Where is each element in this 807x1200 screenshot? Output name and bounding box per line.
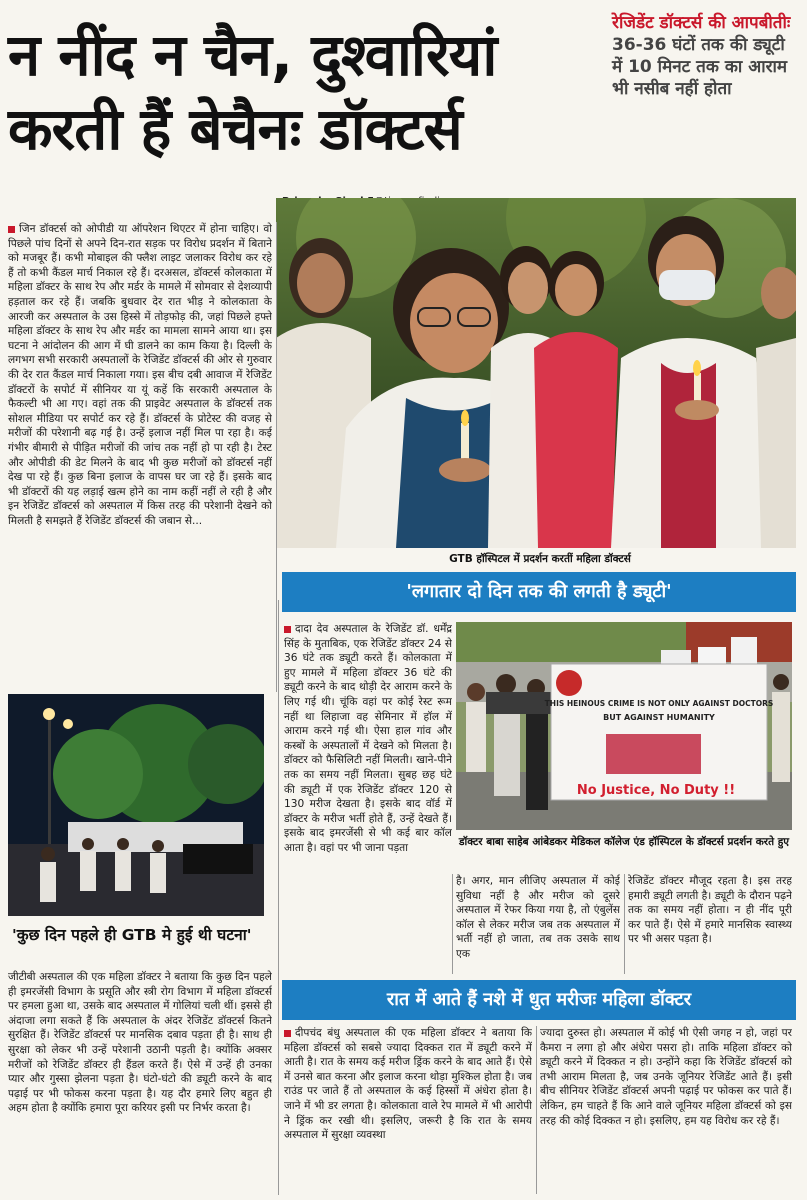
headline-line-1: न नींद न चैन, दुश्वारियां: [8, 21, 497, 89]
section2-col1: [284, 1026, 532, 1194]
section1-col1-text: दादा देव अस्पताल के रेजिडेंट डॉ. धर्मेंद्र सिंह के मुताबिक, एक रेजिडेंट डॉक्टर 24 से 36 घंटे तक ड्यूटी करते हैं। कोलकाता में हुए मामले में महिला डॉक्टर 36 घंटे की ड्यूटी करने के बाद थोड़ी देर आराम करने के लिए गई थी। चूंकि वहां पर कोई रेस्ट रूम नहीं था लिहाजा वह सेमिनार में हॉल में आराम करने गई थी। ऐसा हाल गांव और कस्बों के अस्पतालों में देखने को मिलता है। डॉक्टर को फैसिलिटी नहीं मिलती। खाने-पीने तक का समय नहीं मिलता। सुबह छह घंटे की ड्यूटी में एक रेजिडेंट डॉक्टर 120 से 130 मरीज देखता है। इसके बाद वॉर्ड में डॉक्टर के मरीज भर्ती होते हैं, उन्हें देखते हैं। इसके बाद इमरजेंसी से भी कई बार कॉल आता है। वहां पर भी जाना पड़ता: [284, 623, 452, 854]
gtb-box-title: 'कुछ दिन पहले ही GTB मे हुई थी घटना': [12, 926, 252, 944]
column-divider: [452, 874, 453, 974]
second-photo-caption: डॉक्टर बाबा साहेब आंबेडकर मेडिकल कॉलेज एंड हॉस्पिटल के डॉक्टर्स प्रदर्शन करते हुए: [458, 836, 790, 848]
column-divider: [276, 222, 277, 692]
night-march-illustration: [8, 694, 264, 916]
section2-title-bar: [282, 980, 796, 1020]
logo-icon: [556, 670, 582, 696]
section2-col2: ज्यादा दुरुस्त हो। अस्पताल में कोई भी ऐसी जगह न हो, जहां पर कैमरा न लगा हो और अंधेरा पसरा हो। ताकि महिला डॉक्टर को ड्यूटी करने में दिक्कत न हो। उन्होंने कहा कि रेजिडेंट डॉक्टर्स को तभी आराम मिलता है, जब उनके जूनियर रेजिडेंट आते हैं। इसी बीच सीनियर रेजिडेंट डॉक्टर्स अपनी पढ़ाई पर फोकस कर पाते हैं। लेकिन, हम चाहते हैं कि आने वाले जूनियर महिला डॉक्टर्स को इस तरह की कोई दिक्कत न हो। इसलिए, हम यह विरोध कर रहे हैं।: [540, 1027, 792, 1127]
banner-slogan: No Justice, No Duty !!: [576, 783, 736, 798]
section1-title-bar: [282, 572, 796, 612]
gtb-photo: [8, 694, 264, 916]
main-photo: [276, 198, 796, 548]
lead-article: [8, 222, 272, 687]
lead-article-text: जिन डॉक्टर्स को ओपीडी या ऑपरेशन थिएटर में होना चाहिए। वो पिछले पांच दिनों से अपने दिन-रात सड़क पर विरोध प्रदर्शन में बिताने को मजबूर हैं। कभी मोबाइल की फ्लैश लाइट जलाकर विरोध कर रहे हैं तो कभी कैंडल मार्च निकाल रहे हैं। दरअसल, डॉक्टर्स कोलकाता में महिला डॉक्टर के साथ रेप और मर्डर के मामले में सोमवार से देशव्यापी हड़ताल कर रहे हैं। जबकि बुधवार देर रात भीड़ ने कोलकाता के आरजी कर अस्पताल के उस हिस्से में तोड़फोड़ की, जहां पिछले हफ्ते महिला डॉक्टर के साथ रेप और मर्डर का मामला सामने आया था। इस घटना ने आंदोलन की आग में घी डालने का काम किया है। दिल्ली के लगभग सभी सरकारी अस्पतालों के रेजिडेंट डॉक्टर्स की ओर से गुरुवार की देर रात कैंडल मार्च निकाला गया। इस बीच दबी आवाज में रेजिडेंट डॉक्टरों के सपोर्ट में सीनियर या यूं कहें कि सरकारी अस्पताल के फैकल्टी भी आ गए। वहां तक की प्राइवेट अस्पताल के डॉक्टर्स तक सोशल मीडिया पर सपोर्ट कर रहे हैं। डॉक्टर्स के प्रोटेस्ट की वजह से मरीजों की परेशानी बढ़ गई है। उन्हें इलाज नहीं मिल पा रहा है। कई गंभीर बीमारी से पीड़ित मरीजों की जांच तक नहीं हो पा रही है। टेस्ट और ओपीडी की डेट मिलने के बाद भी कुछ मरीजों को डॉक्टर्स नहीं देख पा रहे हैं। कुछ बिना इलाज के वापस घर जा रहे हैं। इसके बाद भी डॉक्टरों की यह लड़ाई खत्म होने का नाम कहीं नहीं ले रही है और इन रेजिडेंट डॉक्टर्स को अस्पताल में किस तरह की परेशानी देखने को मिलती है समझते हैं रेजिडेंट डॉक्टर्स की जबान से...: [8, 223, 272, 527]
subhead-red: रेजिडेंट डॉक्टर्स की आपबीतीः: [612, 13, 791, 33]
subhead-rest: 36-36 घंटों तक की ड्यूटी में 10 मिनट तक का आराम भी नसीब नहीं होता: [612, 35, 788, 99]
gtb-box-text: जीटीबी अस्पताल की एक महिला डॉक्टर ने बताया कि कुछ दिन पहले ही इमरजेंसी विभाग के प्रसूति और स्त्री रोग विभाग में महिला डॉक्टर्स पर हमला हुआ था, उसके बाद अस्पताल में गोलियां चली थीं। इससे ही अंदाजा लगा सकते हैं कि अस्पताल के अंदर रेजिडेंट डॉक्टर्स कितने सुरक्षित हैं। रेजिडेंट डॉक्टर्स पर मानसिक दबाव पड़ता ही है। साथ ही सुरक्षा को लेकर भी उन्हें परेशानी उठानी पड़ती है। क्योंकि अक्सर मरीजों को रेजिडेंट डॉक्टर ही हैंडल करते हैं। ऐसे में उन्हें ही उनका प्यार और गुस्सा झेलना पड़ता है। घंटो-घंटो की ड्यूटी करने के बाद पढ़ाई पर भी फोकस करना पड़ता है। यह दौर हमारे लिए बहुत ही अहम होता है क्योंकि हमारा पूरा करियर इसी पर निर्भर करता है।: [8, 971, 272, 1115]
second-photo: [456, 622, 792, 830]
banner-line-2: BUT AGAINST HUMANITY: [603, 713, 715, 722]
banner-line-1: THIS HEINOUS CRIME IS NOT ONLY AGAINST DOCTORS: [544, 699, 774, 708]
protest-march-illustration: [456, 622, 792, 830]
section2-title: रात में आते हैं नशे में धुत मरीजः महिला डॉक्टर: [386, 989, 692, 1010]
headline: [8, 18, 598, 166]
section1-title: 'लगातार दो दिन तक की लगती है ड्यूटी': [406, 581, 672, 602]
section1-col3: रेजिडेंट डॉक्टर मौजूद रहता है। इस तरह हमारी ड्यूटी लगती है। ड्यूटी के दौरान पढ़ने तक का समय नहीं होता। न ही नींद पूरी कर पाते हैं। ऐसे में हमारे मानसिक स्वास्थ्य पर भी असर पड़ता है।: [628, 875, 792, 946]
section1-col1: [284, 622, 452, 972]
bullet-marker: [284, 1030, 291, 1037]
column-divider: [278, 600, 279, 1195]
main-photo-caption: GTB हॉस्पिटल में प्रदर्शन करतीं महिला डॉक्टर्स: [449, 553, 631, 565]
column-divider: [624, 874, 625, 974]
section1-col2: है। अगर, मान लीजिए अस्पताल में कोई सुविधा नहीं है और मरीज को दूसरे अस्पताल में रेफर किया गया है, तो एंबुलेंस कॉल से लेकर मरीज जब तक अस्पताल में भर्ती नहीं हो जाता, तब तक उसके साथ एक: [456, 875, 620, 960]
headline-line-2: करती हैं बेचैनः डॉक्टर्स: [8, 95, 462, 163]
column-divider: [536, 1026, 537, 1194]
bullet-marker: [284, 626, 291, 633]
section2-col1-text: दीपचंद बंधु अस्पताल की एक महिला डॉक्टर ने बताया कि महिला डॉक्टर्स को सबसे ज्यादा दिक्कत रात में ड्यूटी करने में आती है। रात के समय कई मरीज ड्रिंक करने के बाद आते हैं। ऐसे में उनसे बात करना और इलाज करना थोड़ा मुश्किल होता है। जब राउंड पर जाते हैं तो अस्पताल के कई हिस्सों में अंधेरा होता है। जाने में भी डर लगता है। कोलकाता वाले रेप मामले में भी आरोपी ने ड्रिंक कर रखी थी। इसलिए, जरूरी है कि रात के समय अस्पताल में सुरक्षा व्यवस्था: [284, 1027, 532, 1142]
candle-vigil-illustration: [276, 198, 796, 548]
bullet-marker: [8, 226, 15, 233]
subhead: [612, 12, 800, 100]
